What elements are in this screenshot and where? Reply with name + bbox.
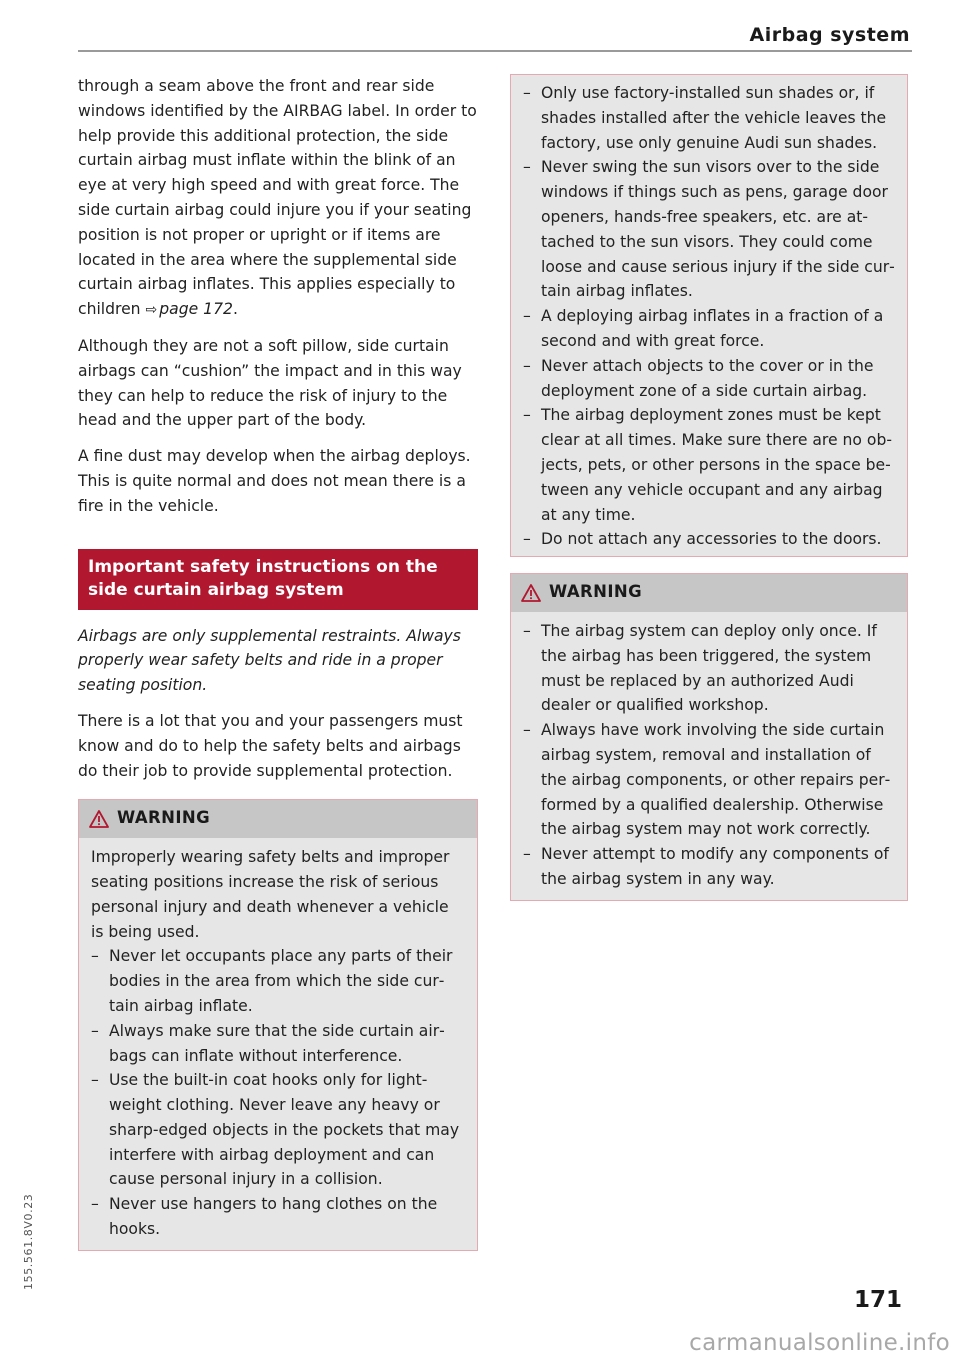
list-item: – A deploying airbag inflates in a fraction of a second and with great force. — [523, 304, 895, 354]
warning-box-right — [510, 573, 908, 901]
warning-intro: Improperly wearing safety belts and improper seating positions increase the risk of serious personal injury and death whenever a vehicle is being used. — [91, 848, 450, 941]
warning-list — [523, 619, 895, 892]
page-reference-link[interactable]: page 172 — [159, 300, 233, 319]
continued-warning-box — [510, 74, 908, 557]
warning-box-left — [78, 799, 478, 1251]
page-number: 171 — [853, 1287, 902, 1313]
paragraph-fine-dust: A fine dust may develop when the airbag deploys. This is quite normal and does not mean there is a fire in the vehicle. — [78, 447, 471, 515]
warning-title: WARNING — [117, 808, 211, 828]
list-item: – Never swing the sun visors over to the side windows if things such as pens, garage door openers, hands-free speakers, etc. are attached to the sun visors. They could come loose and cause serious injury if the side curtain airbag inflates. — [523, 155, 895, 304]
list-item: – Only use factory-installed sun shades or, if shades installed after the vehicle leaves the factory, use only genuine Audi sun shades. — [523, 81, 895, 155]
paragraph-passengers: There is a lot that you and your passengers must know and do to help the safety belts and airbags do their job to provide supplemental protection. — [78, 711, 463, 780]
italic-intro: Airbags are only supplemental restraints. Always properly wear safety belts and ride in a proper seating position. — [78, 626, 461, 695]
list-item: – Never let occupants place any parts of their bodies in the area from which the side curtain airbag inflate. — [91, 944, 465, 1018]
paragraph-cushion: Although they are not a soft pillow, side curtain airbags can “cushion” the impact and in this way they can help to reduce the risk of injury to the head and the upper part of the body. — [78, 336, 462, 430]
list-item: – The airbag deployment zones must be kept clear at all times. Make sure there are no objects, pets, or other persons in the space between any vehicle occupant and any airbag at any time. — [523, 403, 895, 527]
warning-header — [79, 800, 477, 838]
list-item: – Do not attach any accessories to the doors. — [523, 527, 895, 552]
right-column — [510, 74, 908, 901]
warning-list — [91, 944, 465, 1242]
list-item: – Never use hangers to hang clothes on the hooks. — [91, 1192, 465, 1242]
list-item: – Use the built-in coat hooks only for lightweight clothing. Never leave any heavy or sharp-edged objects in the pockets that may interfere with airbag deployment and can cause personal injury in a collision. — [91, 1068, 465, 1192]
warning-body — [79, 838, 477, 1250]
header-rule — [78, 50, 912, 52]
list-item: – Never attempt to modify any components of the airbag system in any way. — [523, 842, 895, 892]
list-item: – The airbag system can deploy only once. If the airbag has been triggered, the system must be replaced by an authorized Audi dealer or qualified workshop. — [523, 619, 895, 718]
warning-title: WARNING — [549, 582, 643, 602]
paragraph-text: through a seam above the front and rear side windows identified by the AIRBAG label. In order to help provide this additional protection, the side curtain airbag must inflate within the blink of an eye at very high speed and with great force. The side curtain airbag could injure you if your seating position is not proper or upright or if items are located in the area where the supplemental side curtain airbag inflates. This applies especially to children — [78, 77, 477, 319]
warning-triangle-icon — [521, 584, 541, 602]
watermark: carmanualsonline.info — [689, 1330, 950, 1356]
warning-header — [511, 574, 907, 612]
document-code: 155.561.8V0.23 — [22, 1193, 35, 1290]
paragraph-side-curtain-inflation — [78, 74, 478, 323]
left-column — [78, 74, 478, 1251]
continued-warning-list — [523, 81, 895, 552]
list-item: – Always have work involving the side curtain airbag system, removal and installation of the airbag components, or other repairs performed by a qualified dealership. Otherwise the airbag system may not work correctly. — [523, 718, 895, 842]
section-heading: Important safety instructions on the side curtain airbag system — [78, 549, 478, 610]
list-item: – Always make sure that the side curtain airbags can inflate without interference. — [91, 1019, 465, 1069]
page-header-title: Airbag system — [749, 24, 910, 46]
page-reference-arrow-icon: ⇨ — [145, 302, 158, 319]
list-item: – Never attach objects to the cover or in the deployment zone of a side curtain airbag. — [523, 354, 895, 404]
paragraph-end: . — [232, 300, 238, 319]
warning-body — [511, 612, 907, 900]
warning-triangle-icon — [89, 810, 109, 828]
